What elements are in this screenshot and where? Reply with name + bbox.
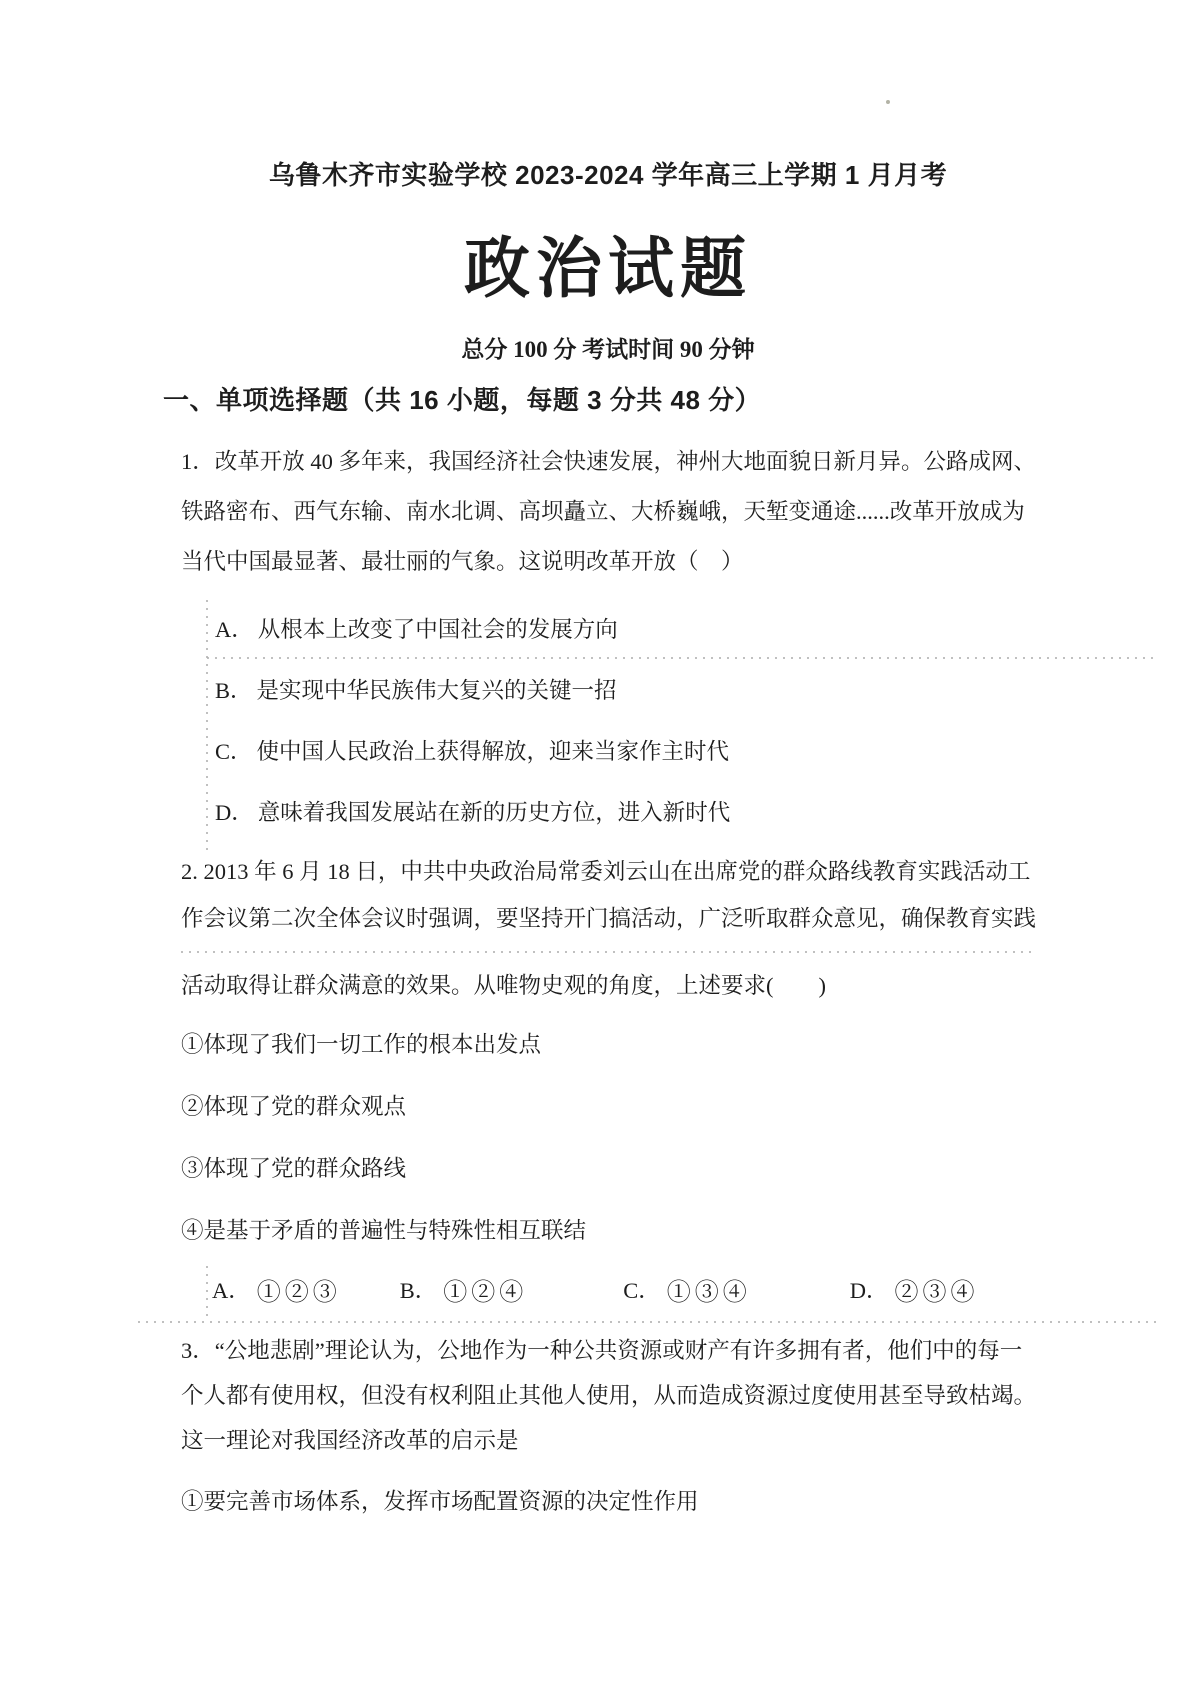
dotted-border-vertical-answers bbox=[206, 1266, 208, 1316]
scan-artifact-dot bbox=[886, 100, 890, 104]
question-2-line-1: 2. 2013 年 6 月 18 日，中共中央政治局常委刘云山在出席党的群众路线教育实践活动工 bbox=[181, 859, 1031, 884]
question-1-options bbox=[181, 597, 1035, 841]
answer-d bbox=[850, 1272, 979, 1307]
question-1-line-3: 当代中国最显著、最壮丽的气象。这说明改革开放（ ） bbox=[181, 549, 744, 574]
answer-c-label: C． bbox=[623, 1278, 661, 1303]
question-1-option-a bbox=[181, 597, 1035, 658]
answer-b bbox=[400, 1272, 528, 1307]
dotted-divider-q2 bbox=[181, 951, 1037, 953]
statement-3: ③体现了党的群众路线 bbox=[181, 1156, 407, 1181]
option-b-label: B． bbox=[215, 677, 253, 703]
section-heading: 一、单项选择题（共 16 小题，每题 3 分共 48 分） bbox=[163, 385, 762, 415]
question-3 bbox=[181, 1328, 1035, 1463]
question-3-line-2: 个人都有使用权，但没有权利阻止其他人使用，从而造成资源过度使用甚至导致枯竭。 bbox=[181, 1383, 1037, 1408]
question-2 bbox=[181, 848, 1035, 1009]
answer-a-label: A． bbox=[212, 1278, 251, 1303]
answer-c-value: ①③④ bbox=[666, 1279, 751, 1306]
answer-d-value: ②③④ bbox=[894, 1279, 979, 1306]
dotted-divider-option-a bbox=[207, 657, 1157, 659]
option-a-text: 从根本上改变了中国社会的发展方向 bbox=[257, 616, 618, 642]
question-2-line-3: 活动取得让群众满意的效果。从唯物史观的角度，上述要求( ) bbox=[181, 973, 826, 998]
question-3-statements bbox=[181, 1475, 1035, 1525]
option-c-text: 使中国人民政治上获得解放，迎来当家作主时代 bbox=[256, 738, 730, 764]
statement-1: ①体现了我们一切工作的根本出发点 bbox=[181, 1032, 542, 1057]
question-1-option-d bbox=[181, 780, 1035, 841]
question-3-line-1: 3．“公地悲剧”理论认为，公地作为一种公共资源或财产有许多拥有者，他们中的每一 bbox=[181, 1338, 1023, 1363]
option-c-label: C． bbox=[215, 738, 253, 764]
question-2-answer-row bbox=[181, 1264, 1035, 1314]
answer-b-value: ①②④ bbox=[443, 1279, 528, 1306]
answer-c bbox=[623, 1272, 751, 1307]
answer-d-label: D． bbox=[849, 1278, 889, 1303]
statement-4: ④是基于矛盾的普遍性与特殊性相互联结 bbox=[181, 1218, 587, 1243]
school-header: 乌鲁木齐市实验学校 2023-2024 学年高三上学期 1 月月考 bbox=[268, 160, 948, 190]
question-1 bbox=[181, 437, 1035, 587]
dotted-border-vertical-options bbox=[206, 600, 208, 853]
option-d-text: 意味着我国发展站在新的历史方位，进入新时代 bbox=[257, 799, 731, 825]
question-1-line-2: 铁路密布、西气东输、南水北调、高坝矗立、大桥巍峨，天堑变通途......改革开放成为 bbox=[181, 499, 1025, 524]
answer-a bbox=[212, 1272, 341, 1307]
dotted-divider-q3 bbox=[138, 1321, 1160, 1323]
question-1-option-b bbox=[181, 658, 1035, 719]
q3-statement-1: ①要完善市场体系，发挥市场配置资源的决定性作用 bbox=[181, 1489, 699, 1514]
option-a-label: A． bbox=[215, 616, 254, 642]
option-d-label: D． bbox=[215, 799, 254, 825]
answer-a-value: ①②③ bbox=[256, 1279, 341, 1306]
answer-b-label: B． bbox=[399, 1278, 438, 1303]
option-b-text: 是实现中华民族伟大复兴的关键一招 bbox=[256, 677, 617, 703]
question-1-option-c bbox=[181, 719, 1035, 780]
question-2-statements bbox=[181, 1012, 1035, 1260]
exam-title: 政治试题 bbox=[464, 233, 752, 306]
question-2-line-2: 作会议第二次全体会议时强调，要坚持开门搞活动，广泛听取群众意见，确保教育实践 bbox=[181, 906, 1037, 931]
question-1-line-1: 1．改革开放 40 多年来，我国经济社会快速发展，神州大地面貌日新月异。公路成网、 bbox=[181, 449, 1037, 474]
question-3-line-3: 这一理论对我国经济改革的启示是 bbox=[181, 1428, 519, 1453]
exam-meta: 总分 100 分 考试时间 90 分钟 bbox=[461, 337, 755, 362]
statement-2: ②体现了党的群众观点 bbox=[181, 1094, 407, 1119]
